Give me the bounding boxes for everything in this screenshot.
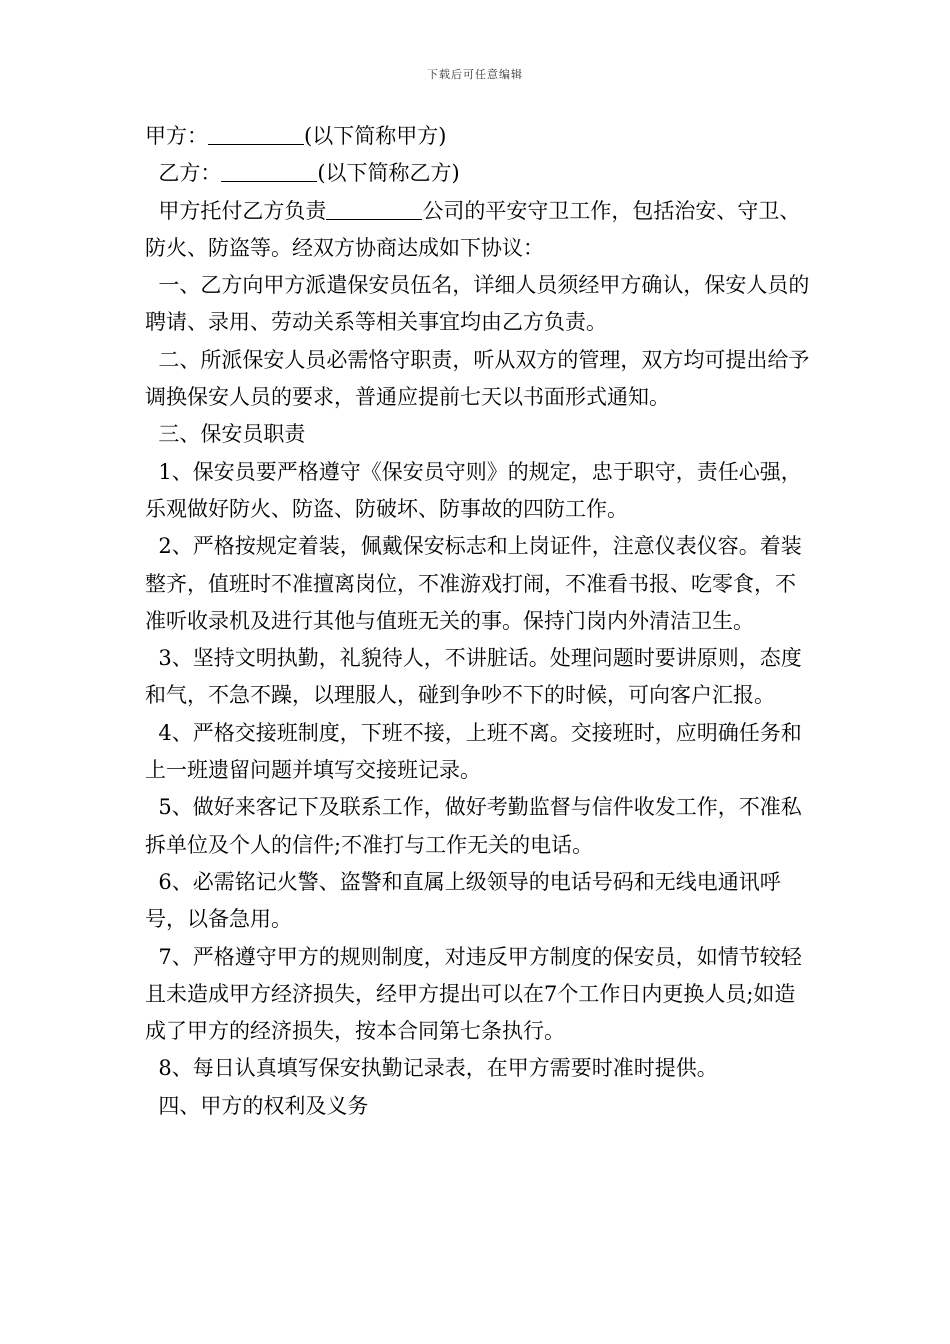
contract-body	[145, 118, 813, 1125]
party-a-note: (以下简称甲方)	[304, 124, 447, 148]
page-header: 下载后可任意编辑	[427, 68, 523, 81]
paragraph-duty-7: 7、严格遵守甲方的规则制度，对违反甲方制度的保安员，如情节较轻且未造成甲方经济损失，经甲方提出可以在7个工作日内更换人员;如造成了甲方的经济损失，按本合同第七条执行。	[145, 944, 802, 1044]
party-b-blank	[221, 161, 317, 182]
paragraph-duty-4: 4、严格交接班制度，下班不接，上班不离。交接班时，应明确任务和上一班遗留问题并填写交接班记录。	[145, 720, 802, 783]
paragraph-party-b	[145, 155, 813, 192]
paragraph-duty-5: 5、做好来客记下及联系工作，做好考勤监督与信件收发工作，不准私拆单位及个人的信件;不准打与工作无关的电话。	[145, 795, 802, 857]
party-b-note: (以下简称乙方)	[317, 161, 460, 186]
paragraph-duty-6: 6、必需铭记火警、盗警和直属上级领导的电话号码和无线电通讯呼号，以备急用。	[145, 869, 781, 932]
heading-clause-3: 三、保安员职责	[145, 422, 306, 447]
heading-clause-4: 四、甲方的权利及义务	[145, 1093, 369, 1118]
entrustment-rest: 公司的平安守卫工作，包括治安、守卫、防火、防盗等。经双方协商达成如下协议：	[145, 198, 801, 260]
paragraph-clause-1: 一、乙方向甲方派遣保安员伍名，详细人员须经甲方确认，保安人员的聘请、录用、劳动关系等相关事宜均由乙方负责。	[145, 273, 810, 335]
party-b-label: 乙方：	[145, 161, 222, 186]
paragraph-duty-3: 3、坚持文明执勤，礼貌待人，不讲脏话。处理问题时要讲原则，态度和气，不急不躁，以理服人，碰到争吵不下的时候，可向客户汇报。	[145, 646, 802, 708]
paragraph-duty-8: 8、每日认真填写保安执勤记录表，在甲方需要时准时提供。	[145, 1056, 718, 1081]
paragraph-party-a	[145, 118, 813, 155]
company-blank	[326, 199, 422, 220]
paragraph-clause-2: 二、所派保安人员必需恪守职责，听从双方的管理，双方均可提出给予调换保安人员的要求，普通应提前七天以书面形式通知。	[145, 347, 810, 410]
paragraph-duty-2: 2、严格按规定着装，佩戴保安标志和上岗证件，注意仪表仪容。着装整齐，值班时不准擅离岗位，不准游戏打闹，不准看书报、吃零食，不准听收录机及进行其他与值班无关的事。保持门岗内外清洁卫生。	[145, 534, 802, 633]
entrustment-start: 甲方托付乙方负责	[145, 198, 327, 223]
party-a-blank	[208, 124, 304, 145]
party-a-label: 甲方：	[145, 124, 208, 148]
paragraph-entrustment	[145, 193, 813, 268]
paragraph-duty-1: 1、保安员要严格遵守《保安员守则》的规定，忠于职守，责任心强，乐观做好防火、防盗、防破坏、防事故的四防工作。	[145, 459, 802, 521]
